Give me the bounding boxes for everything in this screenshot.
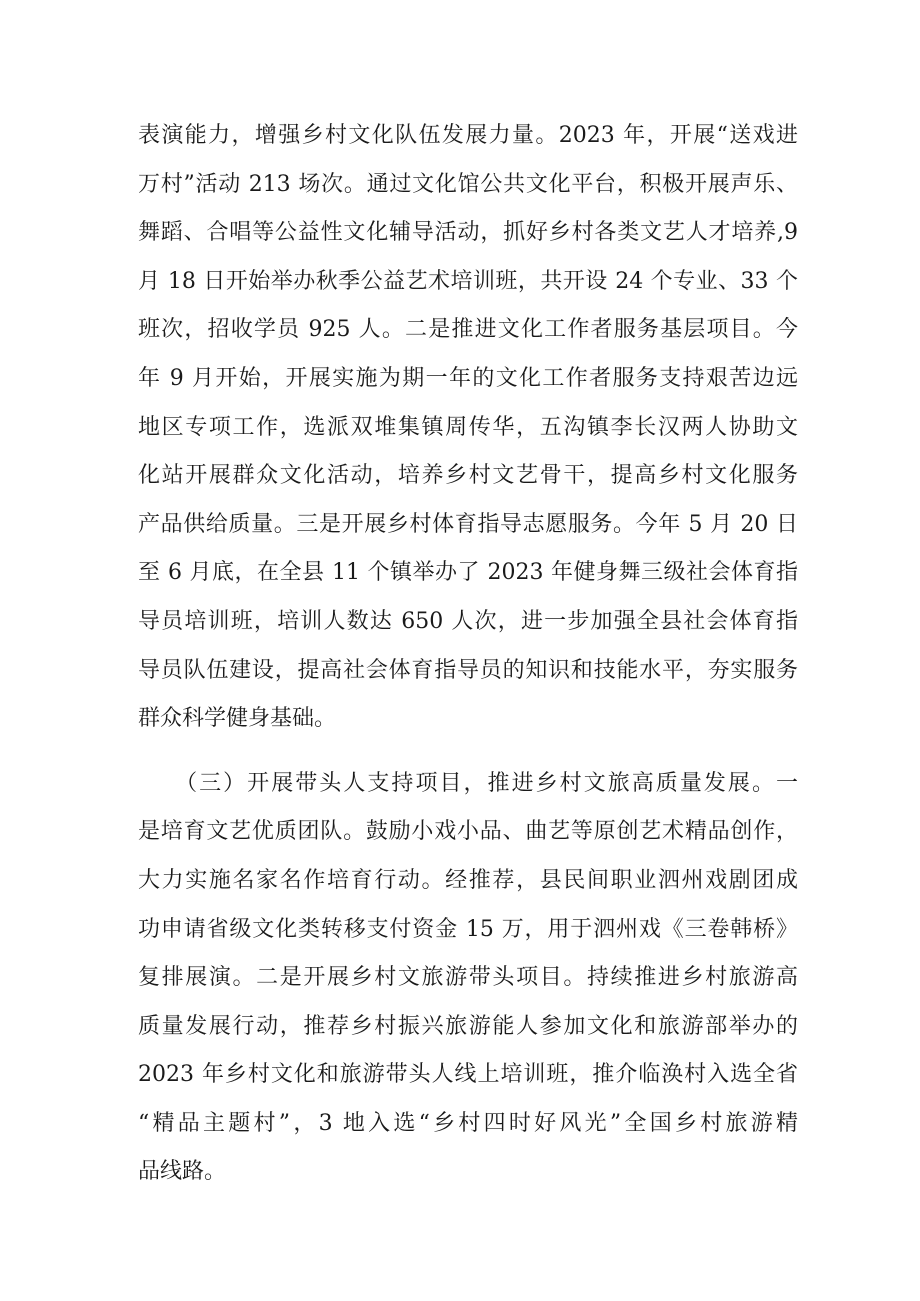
- text-line: 地区专项工作，选派双堆集镇周传华，五沟镇李长汉两人协助文: [138, 414, 798, 440]
- text-line: 2023 年乡村文化和旅游带头人线上培训班，推介临涣村入选全省: [138, 1062, 798, 1088]
- paragraph-1: [138, 112, 798, 744]
- text-line: 是培育文艺优质团队。鼓励小戏小品、曲艺等原创艺术精品创作，: [138, 819, 798, 845]
- text-line: 群众科学健身基础。: [138, 706, 337, 732]
- text-line: （三）开展带头人支持项目，推进乡村文旅高质量发展。一: [138, 770, 798, 796]
- text-line: 表演能力，增强乡村文化队伍发展力量。2023 年，开展“送戏进: [138, 123, 798, 148]
- paragraph-2: [138, 760, 798, 1197]
- text-line: 产品供给质量。三是开展乡村体育指导志愿服务。今年 5 月 20 日: [138, 511, 798, 537]
- text-line: 质量发展行动，推荐乡村振兴旅游能人参加文化和旅游部举办的: [138, 1013, 798, 1039]
- text-line: 功申请省级文化类转移支付资金 15 万，用于泗州戏《三卷韩桥》: [138, 916, 798, 942]
- text-line: 复排展演。二是开展乡村文旅游带头项目。持续推进乡村旅游高: [138, 965, 798, 991]
- paragraph-gap: [138, 744, 798, 760]
- text-line: 至 6 月底，在全县 11 个镇举办了 2023 年健身舞三级社会体育指: [138, 560, 798, 586]
- text-line: 化站开展群众文化活动，培养乡村文艺骨干，提高乡村文化服务: [138, 463, 798, 489]
- text-line: 舞蹈、合唱等公益性文化辅导活动，抓好乡村各类文艺人才培养,9: [138, 220, 798, 246]
- text-line: 品线路。: [138, 1159, 227, 1185]
- text-line: 年 9 月开始，开展实施为期一年的文化工作者服务支持艰苦边远: [138, 365, 798, 391]
- text-line: 大力实施名家名作培育行动。经推荐，县民间职业泗州戏剧团成: [138, 867, 798, 893]
- text-line: 导员培训班，培训人数达 650 人次，进一步加强全县社会体育指: [138, 608, 798, 634]
- text-line: 导员队伍建设，提高社会体育指导员的知识和技能水平，夯实服务: [138, 657, 798, 683]
- text-line: 班次，招收学员 925 人。二是推进文化工作者服务基层项目。今: [138, 317, 798, 343]
- text-line: 月 18 日开始举办秋季公益艺术培训班，共开设 24 个专业、33 个: [138, 268, 798, 294]
- document-body: [138, 112, 798, 1197]
- text-line: “精品主题村”，3 地入选“乡村四时好风光”全国乡村旅游精: [138, 1110, 798, 1136]
- text-line: 万村”活动 213 场次。通过文化馆公共文化平台，积极开展声乐、: [138, 171, 798, 197]
